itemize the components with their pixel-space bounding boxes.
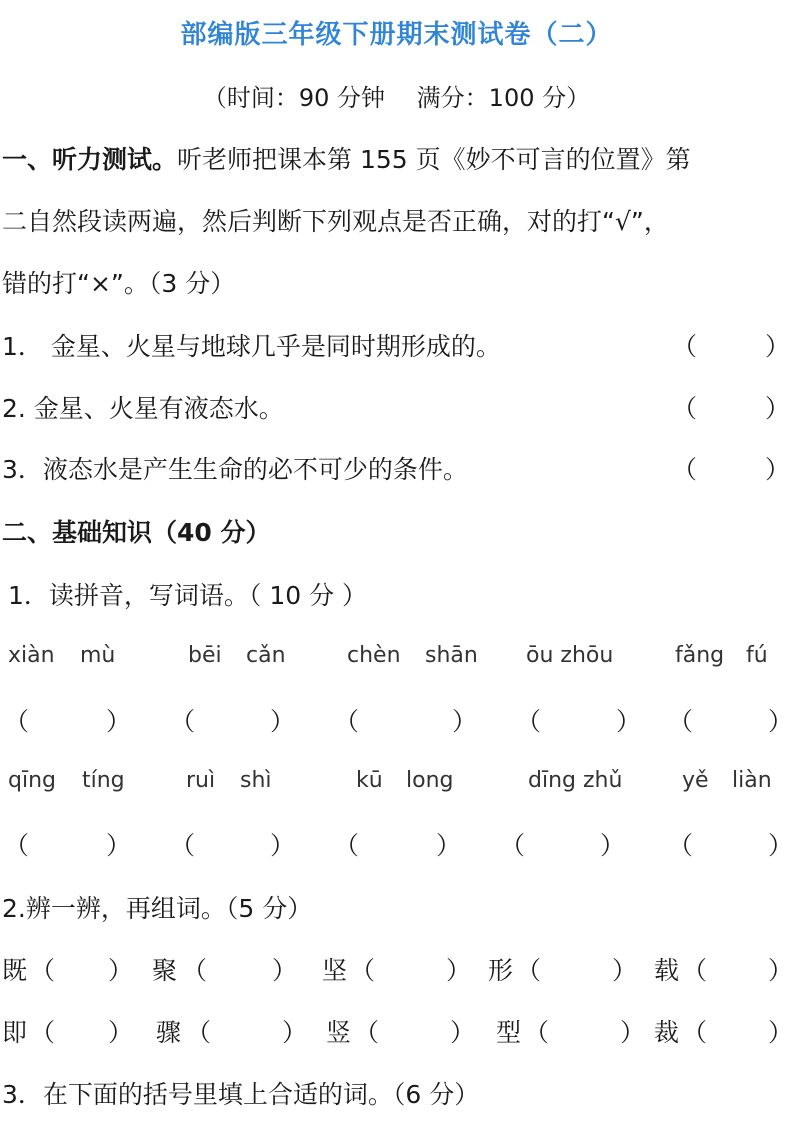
answer-box-close: ） bbox=[612, 956, 638, 985]
judge-answer-open-3[interactable]: （ bbox=[672, 455, 698, 484]
answer-box-open[interactable]: （ bbox=[516, 956, 542, 985]
pinyin: shān bbox=[425, 643, 478, 668]
answer-box-close: ） bbox=[446, 956, 472, 985]
answer-box-close: ） bbox=[436, 831, 462, 860]
pinyin: tíng bbox=[82, 768, 125, 793]
answer-box-open[interactable]: （ bbox=[500, 831, 526, 860]
section1-line2: 二自然段读两遍，然后判断下列观点是否正确，对的打“√”， bbox=[2, 207, 669, 236]
answer-box-close: ） bbox=[272, 956, 298, 985]
pinyin: long bbox=[406, 768, 454, 793]
answer-box-open[interactable]: （ bbox=[4, 707, 30, 736]
question-3: 3．在下面的括号里填上合适的词。（6 分） bbox=[2, 1080, 480, 1109]
pinyin: ruì bbox=[186, 768, 216, 793]
answer-box-close: ） bbox=[768, 707, 793, 736]
judge-item-2: 2. 金星、火星有液态水。 bbox=[2, 394, 284, 423]
char: 裁 bbox=[654, 1018, 680, 1047]
char: 型 bbox=[496, 1018, 522, 1047]
page-title: 部编版三年级下册期末测试卷（二） bbox=[180, 20, 613, 50]
question-1: 1．读拼音，写词语。（ 10 分 ） bbox=[8, 581, 368, 610]
answer-box-close: ） bbox=[270, 707, 296, 736]
pinyin: fǎng bbox=[675, 643, 725, 668]
pinyin: cǎn bbox=[246, 643, 286, 668]
pinyin: fú bbox=[746, 643, 768, 668]
answer-box-open[interactable]: （ bbox=[668, 707, 694, 736]
char: 载 bbox=[654, 956, 680, 985]
answer-box-open[interactable]: （ bbox=[334, 831, 360, 860]
judge-item-3: 3．液态水是产生生命的必不可少的条件。 bbox=[2, 455, 468, 484]
answer-box-open[interactable]: （ bbox=[516, 707, 542, 736]
pinyin: kū bbox=[356, 768, 383, 793]
answer-box-open[interactable]: （ bbox=[668, 831, 694, 860]
judge-answer-close-2: ） bbox=[765, 394, 791, 423]
answer-box-close: ） bbox=[620, 1018, 646, 1047]
answer-box-open[interactable]: （ bbox=[524, 1018, 550, 1047]
pinyin: mù bbox=[80, 643, 116, 668]
pinyin: ōu zhōu bbox=[526, 643, 614, 668]
char: 聚 bbox=[152, 956, 178, 985]
answer-box-open[interactable]: （ bbox=[170, 707, 196, 736]
answer-box-open[interactable]: （ bbox=[354, 1018, 380, 1047]
answer-box-close: ） bbox=[768, 956, 793, 985]
exam-time-score: （时间：90 分钟 满分：100 分） bbox=[202, 84, 591, 112]
char: 既 bbox=[2, 956, 28, 985]
judge-answer-open-1[interactable]: （ bbox=[672, 332, 698, 361]
section1-heading: 一、听力测试。 bbox=[2, 145, 178, 174]
answer-box-close: ） bbox=[270, 831, 296, 860]
char: 形 bbox=[488, 956, 514, 985]
answer-box-open[interactable]: （ bbox=[30, 1018, 56, 1047]
answer-box-close: ） bbox=[450, 1018, 476, 1047]
answer-box-close: ） bbox=[768, 831, 793, 860]
answer-box-close: ） bbox=[108, 1018, 134, 1047]
answer-box-close: ） bbox=[282, 1018, 308, 1047]
section1-text1: 听老师把课本第 155 页《妙不可言的位置》第 bbox=[177, 145, 691, 174]
pinyin: bēi bbox=[188, 643, 222, 668]
answer-box-close: ） bbox=[768, 1018, 793, 1047]
pinyin: liàn bbox=[732, 768, 772, 793]
char: 即 bbox=[2, 1018, 28, 1047]
answer-box-open[interactable]: （ bbox=[350, 956, 376, 985]
answer-box-open[interactable]: （ bbox=[682, 1018, 708, 1047]
pinyin: chèn bbox=[347, 643, 401, 668]
section1-line3: 错的打“×”。（3 分） bbox=[2, 269, 236, 298]
answer-box-close: ） bbox=[600, 831, 626, 860]
pinyin: yě bbox=[682, 768, 709, 793]
answer-box-open[interactable]: （ bbox=[186, 1018, 212, 1047]
answer-box-close: ） bbox=[106, 707, 132, 736]
section2-heading: 二、基础知识（40 分） bbox=[2, 518, 271, 547]
pinyin: xiàn bbox=[8, 643, 55, 668]
answer-box-open[interactable]: （ bbox=[682, 956, 708, 985]
answer-box-close: ） bbox=[452, 707, 478, 736]
answer-box-open[interactable]: （ bbox=[30, 956, 56, 985]
pinyin: dīng zhǔ bbox=[528, 768, 623, 793]
answer-box-open[interactable]: （ bbox=[4, 831, 30, 860]
pinyin: shì bbox=[240, 768, 272, 793]
char: 坚 bbox=[322, 956, 348, 985]
judge-answer-open-2[interactable]: （ bbox=[672, 394, 698, 423]
answer-box-close: ） bbox=[616, 707, 642, 736]
judge-answer-close-3: ） bbox=[765, 455, 791, 484]
answer-box-close: ） bbox=[108, 956, 134, 985]
judge-answer-close-1: ） bbox=[765, 332, 791, 361]
section1-line1 bbox=[2, 140, 691, 176]
answer-box-open[interactable]: （ bbox=[334, 707, 360, 736]
answer-box-open[interactable]: （ bbox=[182, 956, 208, 985]
question-2: 2.辨一辨，再组词。（5 分） bbox=[2, 894, 313, 923]
pinyin: qīng bbox=[8, 768, 56, 793]
char: 骤 bbox=[156, 1018, 182, 1047]
char: 竖 bbox=[326, 1018, 352, 1047]
answer-box-close: ） bbox=[106, 831, 132, 860]
judge-item-1: 1． 金星、火星与地球几乎是同时期形成的。 bbox=[2, 332, 501, 361]
answer-box-open[interactable]: （ bbox=[170, 831, 196, 860]
